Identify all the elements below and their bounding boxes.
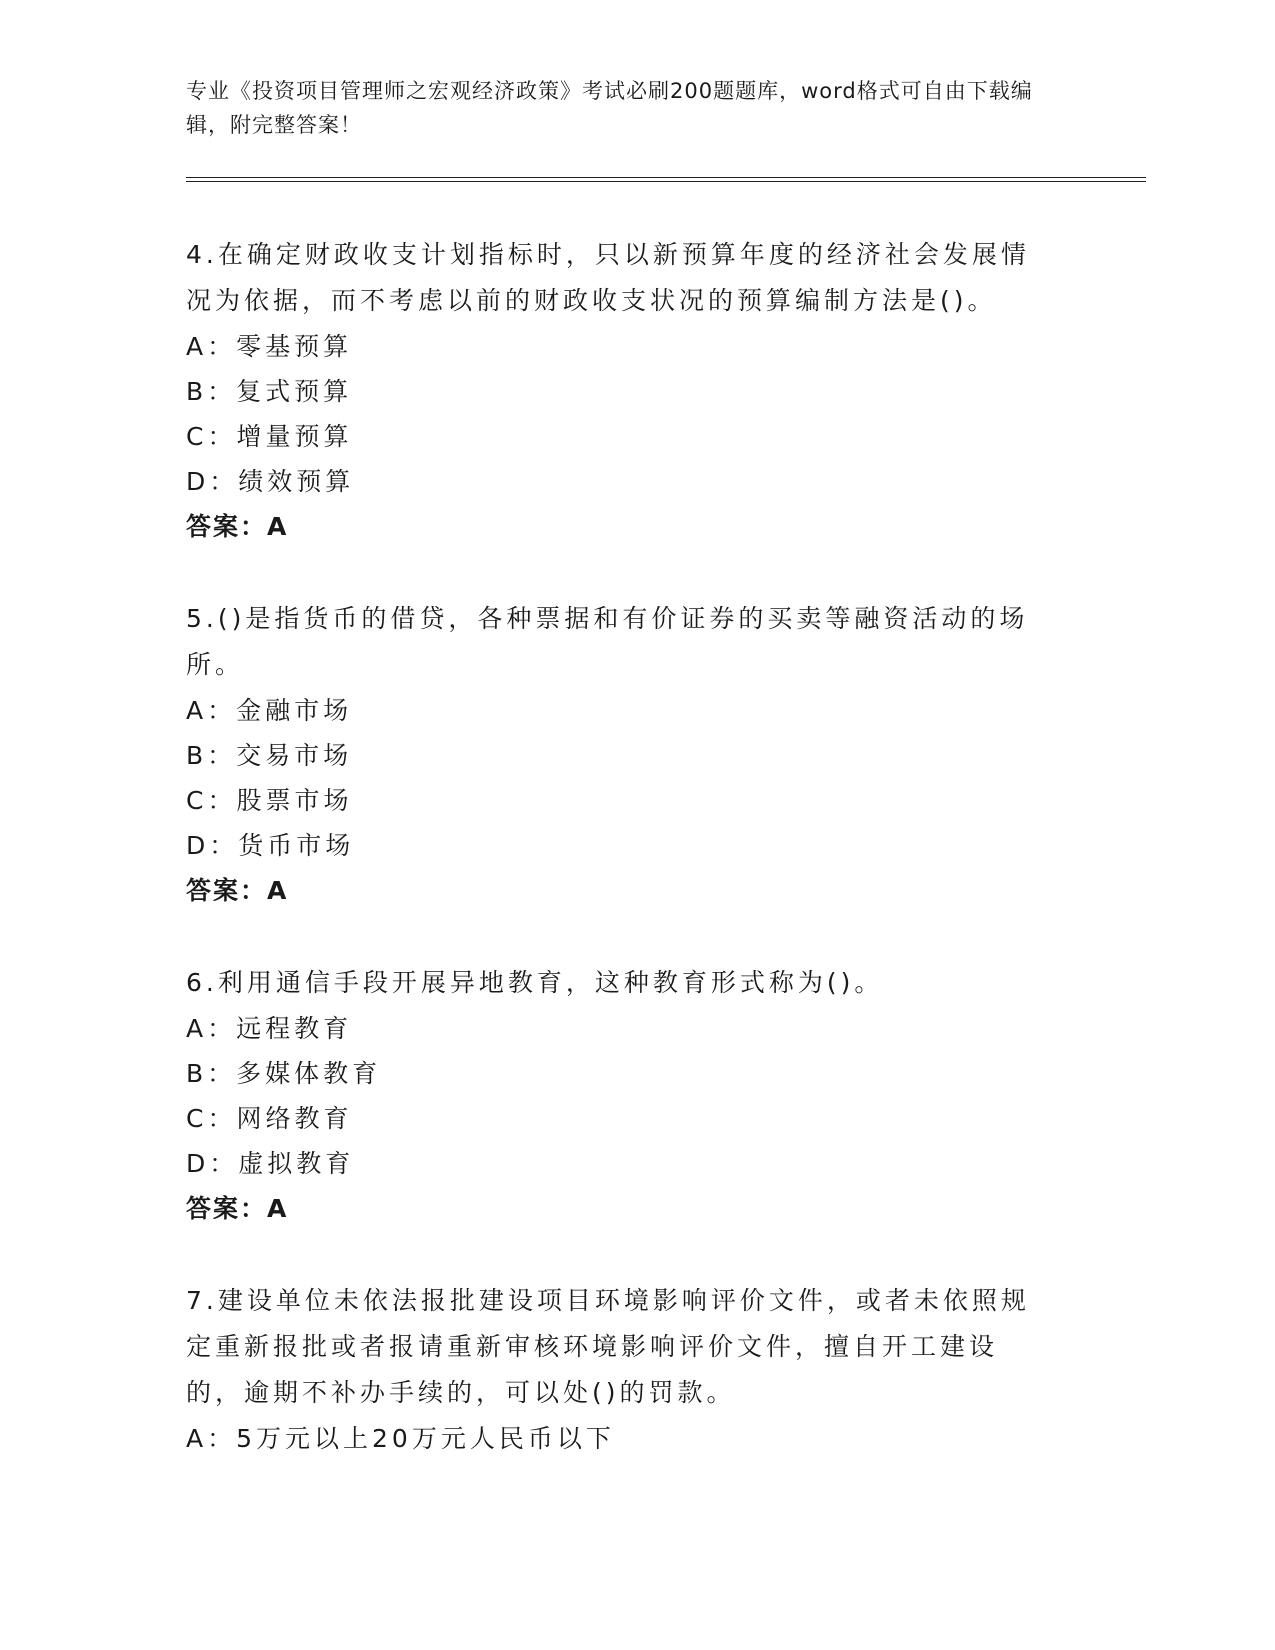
option-a: A：5万元以上20万元人民币以下 xyxy=(186,1424,615,1453)
question-text: 5.()是指货币的借贷，各种票据和有价证券的买卖等融资活动的场所。 xyxy=(186,604,1029,679)
question-4 xyxy=(186,232,1046,550)
question-5 xyxy=(186,596,1046,914)
answer-label: 答案：A xyxy=(186,1194,289,1223)
question-6 xyxy=(186,960,1046,1232)
answer-label: 答案：A xyxy=(186,876,289,905)
option-a: A：远程教育 xyxy=(186,1014,353,1043)
header-divider xyxy=(186,177,1146,182)
question-list xyxy=(186,232,1046,1507)
question-text: 7.建设单位未依法报批建设项目环境影响评价文件，或者未依照规定重新报批或者报请重新审核环境影响评价文件，擅自开工建设的，逾期不补办手续的，可以处()的罚款。 xyxy=(186,1286,1030,1407)
option-d: D：货币市场 xyxy=(186,831,355,860)
question-text: 6.利用通信手段开展异地教育，这种教育形式称为()。 xyxy=(186,968,884,997)
option-b: B：多媒体教育 xyxy=(186,1059,382,1088)
option-a: A：金融市场 xyxy=(186,696,353,725)
option-d: D：虚拟教育 xyxy=(186,1149,355,1178)
option-a: A：零基预算 xyxy=(186,332,353,361)
answer-label: 答案：A xyxy=(186,512,289,541)
question-text: 4.在确定财政收支计划指标时，只以新预算年度的经济社会发展情况为依据，而不考虑以前的财政收支状况的预算编制方法是()。 xyxy=(186,240,1030,315)
option-b: B：交易市场 xyxy=(186,741,353,770)
option-c: C：增量预算 xyxy=(186,422,353,451)
option-b: B：复式预算 xyxy=(186,377,353,406)
document-page xyxy=(186,0,1146,1650)
option-d: D：绩效预算 xyxy=(186,467,355,496)
question-7 xyxy=(186,1278,1046,1461)
option-c: C：网络教育 xyxy=(186,1104,353,1133)
document-header: 专业《投资项目管理师之宏观经济政策》考试必刷200题题库，word格式可自由下载编辑，附完整答案！ xyxy=(186,79,1033,137)
option-c: C：股票市场 xyxy=(186,786,353,815)
